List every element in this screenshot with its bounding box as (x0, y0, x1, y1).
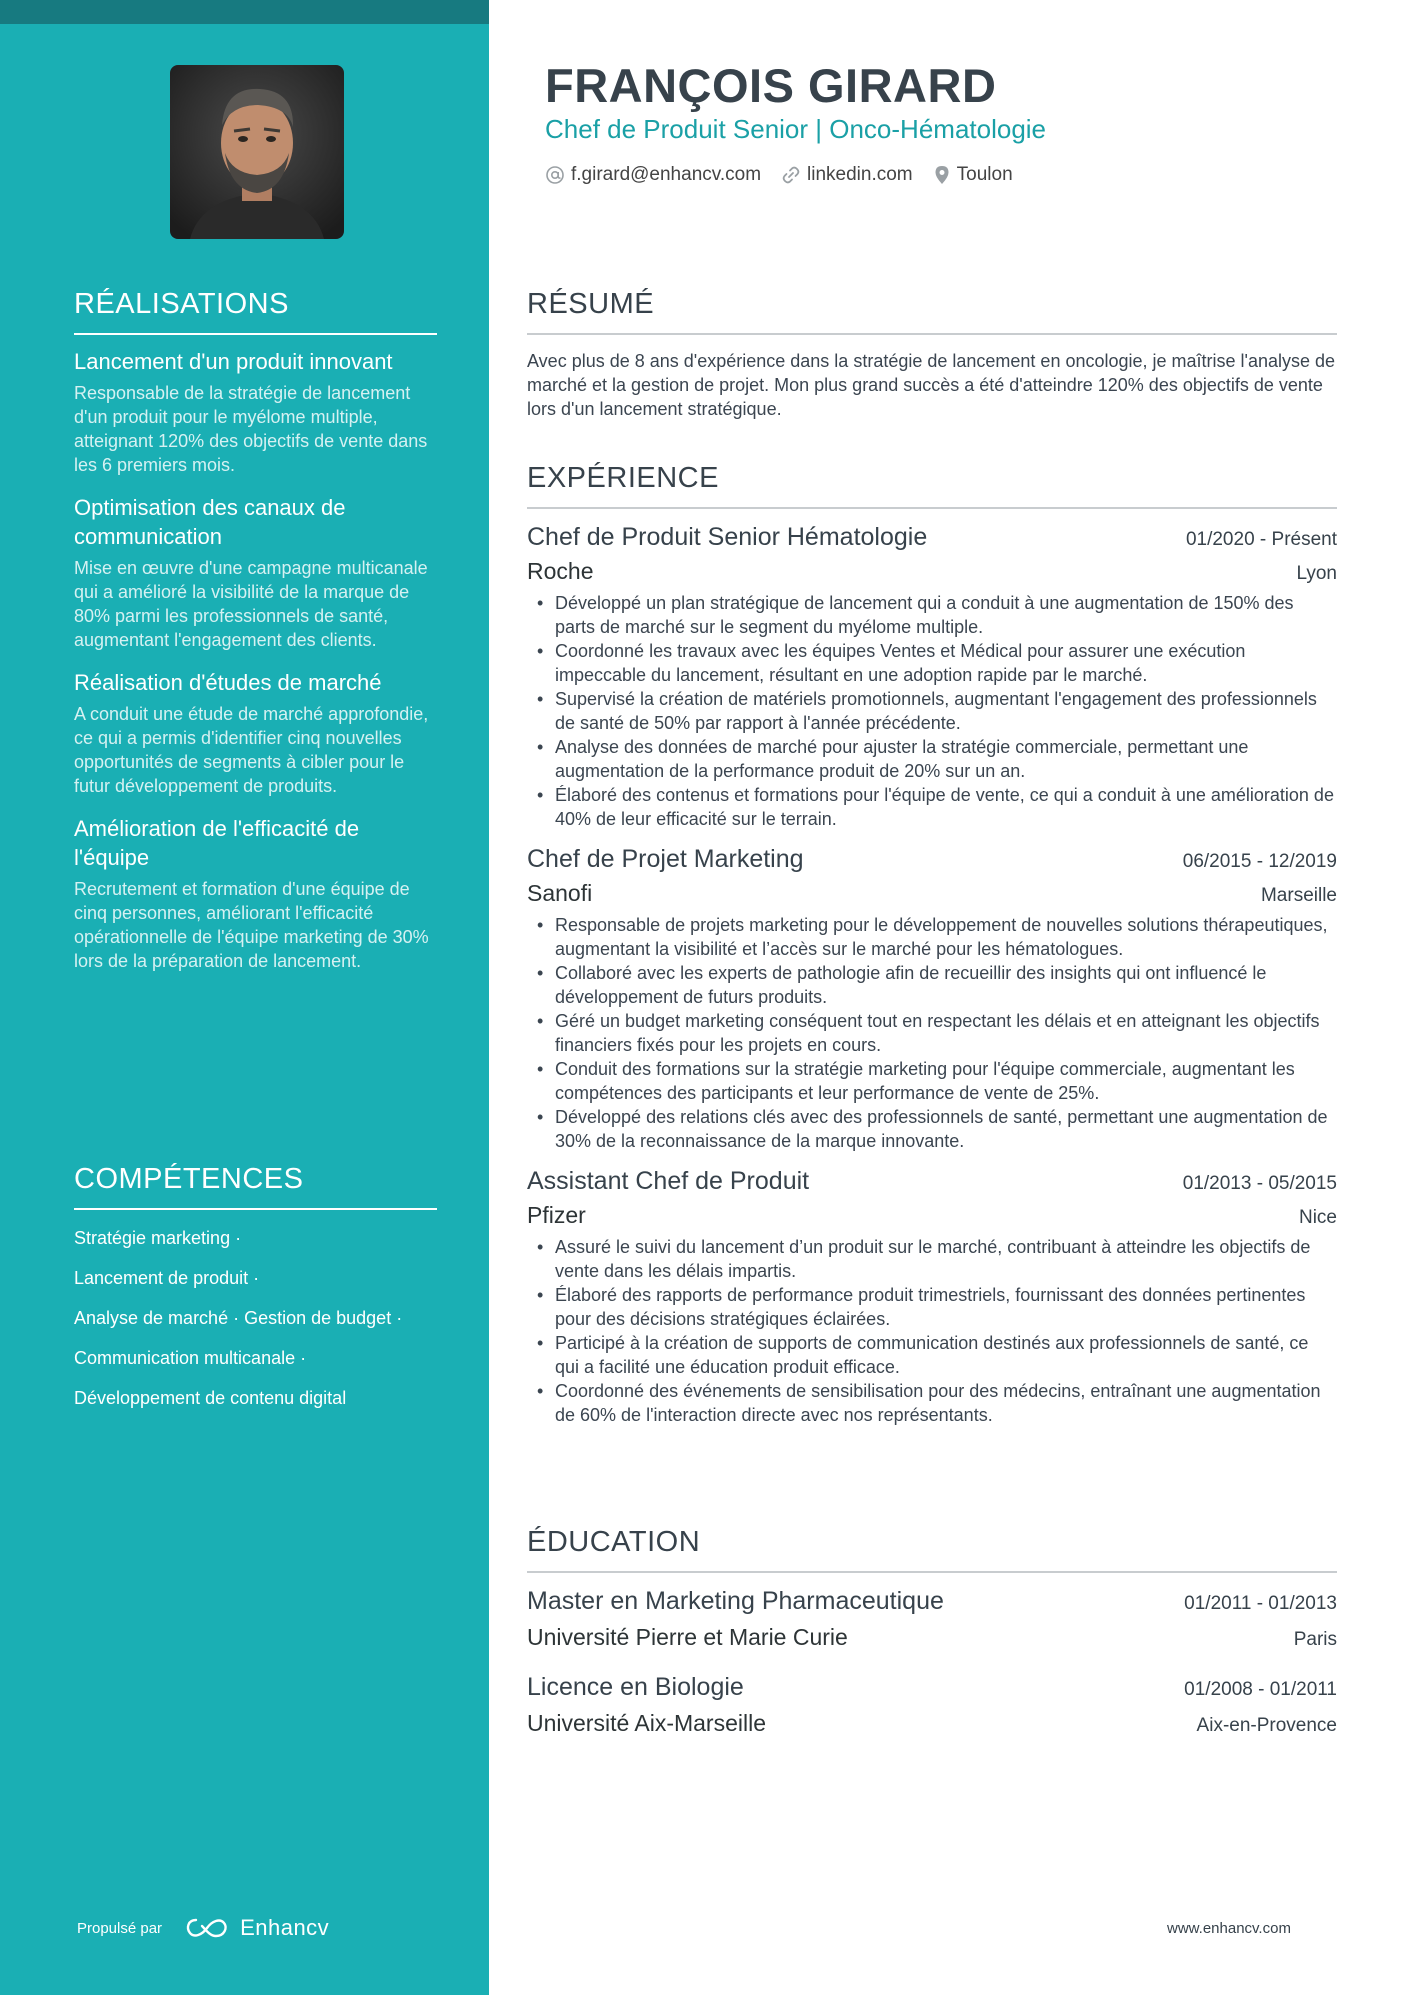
candidate-name: FRANÇOIS GIRARD (545, 59, 997, 112)
enhancv-brand[interactable] (184, 1915, 329, 1941)
job-dates: 01/2013 - 05/2015 (1182, 1173, 1337, 1194)
location-pin-icon (933, 165, 951, 185)
profile-photo (170, 65, 344, 239)
bullet-item: • Développé un plan stratégique de lancement qui a conduit à une augmentation de 150% des parts de marché sur le segment du myélome multiple. (527, 591, 1337, 639)
edu-degree: Licence en Biologie (527, 1673, 744, 1701)
powered-by-label: Propulsé par (77, 1919, 163, 1937)
job-company: Sanofi (527, 880, 593, 906)
education-entry (527, 1587, 1337, 1651)
achievement-desc: Mise en œuvre d'une campagne multicanale qui a amélioré la visibilité de la marque de 80% parmi les professionnels de santé, augmentant l'engagement des clients. (74, 558, 428, 650)
bullet-item: • Coordonné des événements de sensibilisation pour des médecins, entraînant une augmentation de 60% de l'interaction directe avec nos représentants. (527, 1379, 1337, 1427)
bullet-item: • Responsable de projets marketing pour le développement de nouvelles solutions thérapeutiques, augmentant la visibilité et l’accès sur le marché pour les hématologues. (527, 913, 1337, 961)
link-icon (781, 165, 801, 185)
achievement-item (74, 814, 437, 973)
education-section (527, 1526, 1337, 1759)
job-title: Chef de Produit Senior Hématologie (527, 523, 928, 551)
job-entry (527, 523, 1337, 831)
skill-line: Analyse de marché · Gestion de budget · (74, 1308, 403, 1328)
summary-title: RÉSUMÉ (527, 288, 1337, 335)
footer-website-link[interactable]: www.enhancv.com (1167, 1920, 1291, 1937)
achievement-item (74, 493, 437, 652)
job-bullets (527, 591, 1337, 831)
summary-section (527, 288, 1337, 421)
achievement-title: Lancement d'un produit innovant (74, 349, 393, 374)
skills-section (74, 1163, 437, 1426)
education-entry (527, 1673, 1337, 1737)
edu-dates: 01/2008 - 01/2011 (1184, 1679, 1337, 1700)
experience-section (527, 462, 1337, 1441)
achievement-item (74, 347, 437, 477)
education-title: ÉDUCATION (527, 1526, 1337, 1573)
job-title: Chef de Projet Marketing (527, 845, 804, 873)
achievement-desc: A conduit une étude de marché approfondie, ce qui a permis d'identifier cinq nouvelles opportunités de segments à cibler pour le futur développement de produits. (74, 704, 429, 796)
powered-by (77, 1915, 329, 1941)
job-location: Lyon (1296, 563, 1337, 584)
bullet-item: • Assuré le suivi du lancement d’un produit sur le marché, contribuant à atteindre les objectifs de vente dans les délais impartis. (527, 1235, 1337, 1283)
achievement-item (74, 668, 437, 798)
bullet-item: • Coordonné les travaux avec les équipes Ventes et Médical pour assurer une exécution impeccable du lancement, résultant en une adoption rapide par le marché. (527, 639, 1337, 687)
achievements-section (74, 288, 437, 989)
job-location: Marseille (1260, 885, 1337, 906)
job-bullets (527, 1235, 1337, 1427)
enhancv-logo-icon (184, 1916, 230, 1940)
job-location: Nice (1298, 1207, 1337, 1228)
portrait-image (170, 65, 344, 239)
contact-linkedin-text: linkedin.com (807, 164, 913, 185)
bullet-item: • Géré un budget marketing conséquent tout en respectant les délais et en atteignant les objectifs financiers fixés pour les projets en cours. (527, 1009, 1337, 1057)
bullet-item: • Élaboré des contenus et formations pour l'équipe de vente, ce qui a conduit à une amélioration de 40% de leur efficacité sur le terrain. (527, 783, 1337, 831)
contact-location-text: Toulon (956, 164, 1013, 185)
headline: Chef de Produit Senior | Onco-Hématologie (545, 114, 1047, 144)
job-entry (527, 1167, 1337, 1427)
achievements-title: RÉALISATIONS (74, 288, 437, 335)
job-dates: 06/2015 - 12/2019 (1182, 851, 1337, 872)
edu-school: Université Pierre et Marie Curie (527, 1624, 848, 1650)
job-company: Roche (527, 558, 594, 584)
bullet-item: • Développé des relations clés avec des professionnels de santé, permettant une augmentation de 30% de la reconnaissance de la marque innovante. (527, 1105, 1337, 1153)
summary-text: Avec plus de 8 ans d'expérience dans la stratégie de lancement en oncologie, je maîtrise l'analyse de marché et la gestion de projet. Mon plus grand succès a été d'atteindre 120% des objectifs de vente lors d'un lancement stratégique. (527, 351, 1336, 419)
contact-email-text: f.girard@enhancv.com (571, 164, 762, 185)
brand-name: Enhancv (240, 1915, 330, 1940)
skills-title: COMPÉTENCES (74, 1163, 437, 1210)
edu-school: Université Aix-Marseille (527, 1710, 767, 1736)
bullet-item: • Participé à la création de supports de communication destinés aux professionnels de santé, ce qui a facilité une éducation produit efficace. (527, 1331, 1337, 1379)
contact-linkedin[interactable] (781, 164, 913, 186)
job-bullets (527, 913, 1337, 1153)
skill-line: Communication multicanale · (74, 1348, 307, 1368)
job-company: Pfizer (527, 1202, 586, 1228)
sidebar-top-bar (0, 0, 489, 24)
contact-email[interactable] (545, 164, 761, 186)
edu-location: Aix-en-Provence (1196, 1715, 1337, 1736)
achievement-title: Optimisation des canaux de communication (74, 495, 346, 549)
job-dates: 01/2020 - Présent (1185, 529, 1337, 550)
achievement-title: Réalisation d'études de marché (74, 670, 382, 695)
edu-location: Paris (1293, 1629, 1337, 1650)
sidebar (0, 0, 489, 1995)
achievement-desc: Recrutement et formation d'une équipe de cinq personnes, améliorant l'efficacité opérationnelle de l'équipe marketing de 30% lors de la préparation de lancement. (74, 879, 429, 971)
bullet-item: • Analyse des données de marché pour ajuster la stratégie commerciale, permettant une augmentation de la performance produit de 20% sur un an. (527, 735, 1337, 783)
skill-line: Développement de contenu digital (74, 1388, 347, 1408)
bullet-item: • Collaboré avec les experts de pathologie afin de recueillir des insights qui ont influencé le développement de futurs produits. (527, 961, 1337, 1009)
contact-row (545, 164, 1033, 186)
skill-line: Lancement de produit · (74, 1268, 260, 1288)
achievement-title: Amélioration de l'efficacité de l'équipe (74, 816, 360, 870)
contact-location (933, 164, 1013, 186)
skill-line: Stratégie marketing · (74, 1228, 242, 1248)
job-title: Assistant Chef de Produit (527, 1167, 810, 1195)
experience-title: EXPÉRIENCE (527, 462, 1337, 509)
achievement-desc: Responsable de la stratégie de lancement d'un produit pour le myélome multiple, atteignant 120% des objectifs de vente dans les 6 premiers mois. (74, 383, 428, 475)
at-icon (545, 165, 565, 185)
edu-degree: Master en Marketing Pharmaceutique (527, 1587, 944, 1615)
bullet-item: • Supervisé la création de matériels promotionnels, augmentant l'engagement des professionnels de santé de 50% par rapport à l'année précédente. (527, 687, 1337, 735)
bullet-item: • Conduit des formations sur la stratégie marketing pour l'équipe commerciale, augmentant les compétences des participants et leur performance de vente de 25%. (527, 1057, 1337, 1105)
bullet-item: • Élaboré des rapports de performance produit trimestriels, fournissant des données pertinentes pour des décisions stratégiques éclairées. (527, 1283, 1337, 1331)
job-entry (527, 845, 1337, 1153)
edu-dates: 01/2011 - 01/2013 (1184, 1593, 1337, 1614)
